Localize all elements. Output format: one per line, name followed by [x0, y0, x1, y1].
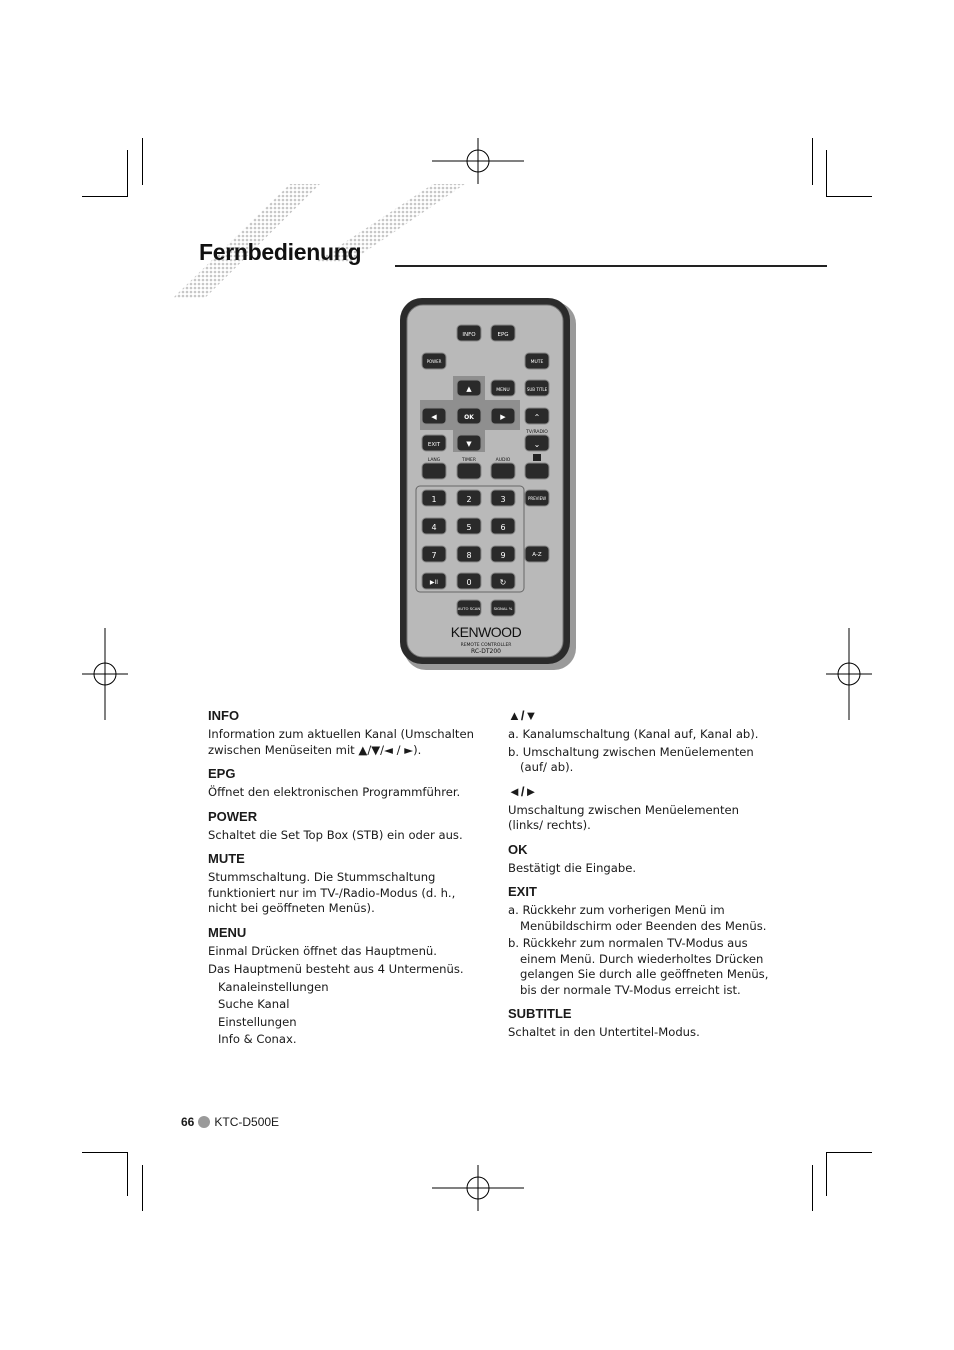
list-item: Info & Conax.: [218, 1032, 297, 1046]
section-text: Öffnet den elektronischen Programmführer.: [208, 785, 461, 799]
remote-number-9: 9: [500, 551, 506, 560]
section-menu: [208, 925, 478, 1048]
section-subtitle: [508, 1006, 776, 1041]
crop-mark: [142, 1165, 143, 1211]
remote-power-button: POWER: [426, 359, 442, 364]
section-power: [208, 809, 478, 844]
section-ok: [508, 842, 776, 877]
remote-number-3: 3: [500, 495, 506, 504]
crop-mark: [826, 196, 872, 197]
section-epg: [208, 766, 478, 801]
section-up-down: [508, 708, 776, 776]
section-heading: POWER: [208, 808, 258, 824]
page-number: 66: [181, 1115, 195, 1129]
remote-menu-button: MENU: [496, 388, 510, 393]
section-text: Schaltet die Set Top Box (STB) ein oder aus.: [208, 827, 463, 842]
remote-up-button: ▲: [466, 385, 472, 393]
registration-mark: [82, 628, 128, 720]
remote-play-pause-button: ▶II: [429, 579, 439, 586]
remote-caption: REMOTE CONTROLLER: [460, 643, 512, 648]
crop-mark: [826, 1152, 872, 1153]
remote-audio-label: AUDIO: [495, 458, 511, 463]
crop-mark: [812, 138, 813, 185]
section-heading: SUBTITLE: [508, 1006, 572, 1021]
page-footer: [181, 1115, 279, 1129]
section-text: Umschaltung zwischen Menüelementen (links/ rechts).: [508, 802, 739, 832]
crop-mark: [82, 196, 128, 197]
remote-down-button: ▼: [466, 440, 472, 448]
section-heading: OK: [508, 841, 528, 857]
bullet-icon: [198, 1116, 210, 1128]
crop-mark: [127, 150, 128, 197]
section-text: Einmal Drücken öffnet das Hauptmenü.: [208, 943, 437, 958]
section-text: Stummschaltung. Die Stummschaltung funktioniert nur im TV-/Radio-Modus (d. h., nicht bei geöffneten Menüs).: [208, 870, 456, 915]
remote-ok-button: OK: [464, 414, 474, 421]
right-column: [508, 708, 776, 1049]
title-rule: [395, 265, 827, 267]
crop-mark: [826, 1152, 827, 1196]
section-text: b. Rückkehr zum normalen TV-Modus aus einem Menü. Durch wiederholtes Drücken gelangen Sie durch alle geöffneten Menüs, bis der normale TV-Modus erreicht ist.: [508, 936, 769, 997]
list-item: Suche Kanal: [218, 997, 290, 1011]
section-text: b. Umschaltung zwischen Menüelementen (auf/ ab).: [508, 744, 754, 774]
remote-tv-radio-label: TV/RADIO: [526, 430, 548, 435]
section-left-right: [508, 784, 776, 834]
section-heading: MUTE: [208, 851, 245, 866]
remote-model: RC-DT200: [471, 648, 501, 655]
remote-info-button: INFO: [462, 332, 476, 338]
remote-brand-logo: KENWOOD: [450, 624, 522, 640]
crop-mark: [826, 150, 827, 197]
remote-right-button: ▶: [500, 413, 506, 421]
registration-mark: [432, 138, 524, 184]
remote-left-button: ◀: [431, 413, 437, 421]
section-heading: ◄/►: [508, 783, 538, 799]
remote-mute-button: MUTE: [530, 360, 544, 365]
remote-number-7: 7: [431, 551, 437, 560]
section-heading: EPG: [208, 766, 236, 781]
section-text: Bestätigt die Eingabe.: [508, 860, 637, 875]
remote-channel-down-button: ⌄: [533, 440, 541, 449]
section-heading: INFO: [208, 708, 240, 723]
section-info: [208, 708, 478, 758]
remote-control-illustration: [398, 296, 578, 672]
section-text: Das Hauptmenü besteht aus 4 Untermenüs.: [208, 962, 464, 976]
remote-subtitle-button: SUB TITLE: [526, 387, 548, 392]
page-title: Fernbedienung: [199, 239, 362, 265]
remote-auto-scan-button: AUTO SCAN: [457, 606, 481, 611]
remote-number-4: 4: [431, 523, 437, 532]
crop-mark: [812, 1165, 813, 1211]
section-text: a. Kanalumschaltung (Kanal auf, Kanal ab).: [508, 727, 759, 741]
crop-mark: [82, 1152, 128, 1153]
remote-number-5: 5: [466, 523, 472, 532]
remote-recall-button: ↻: [499, 578, 507, 587]
remote-number-8: 8: [466, 551, 472, 560]
remote-number-2: 2: [466, 495, 472, 504]
remote-number-0: 0: [466, 578, 472, 587]
remote-exit-button: EXIT: [427, 442, 441, 448]
remote-number-6: 6: [500, 523, 506, 532]
crop-mark: [142, 138, 143, 185]
remote-epg-button: EPG: [497, 332, 509, 338]
left-column: [208, 708, 478, 1056]
remote-number-1: 1: [431, 495, 437, 504]
remote-lang-label: LANG: [427, 458, 441, 463]
registration-mark: [432, 1165, 524, 1211]
section-heading: EXIT: [508, 884, 537, 899]
section-text: Information zum aktuellen Kanal (Umschalten zwischen Menüseiten mit ▲/▼/◄ / ►).: [208, 727, 474, 757]
remote-preview-button: PREVIEW: [527, 496, 547, 501]
section-text: Schaltet in den Untertitel-Modus.: [508, 1025, 700, 1039]
section-heading: ▲/▼: [508, 708, 538, 723]
list-item: Kanaleinstellungen: [218, 979, 329, 994]
remote-signal-button: SIGNAL %: [493, 606, 513, 611]
remote-channel-up-button: ⌃: [533, 413, 541, 422]
section-exit: [508, 884, 776, 998]
section-heading: MENU: [208, 924, 247, 940]
section-mute: [208, 851, 478, 917]
list-item: Einstellungen: [218, 1014, 297, 1029]
remote-timer-label: TIMER: [462, 458, 476, 463]
model-name: KTC-D500E: [214, 1115, 280, 1129]
remote-a-z-button: A-Z: [532, 552, 542, 558]
section-text: a. Rückkehr zum vorherigen Menü im Menübildschirm oder Beenden des Menüs.: [508, 903, 767, 933]
registration-mark: [826, 628, 872, 720]
crop-mark: [127, 1152, 128, 1196]
